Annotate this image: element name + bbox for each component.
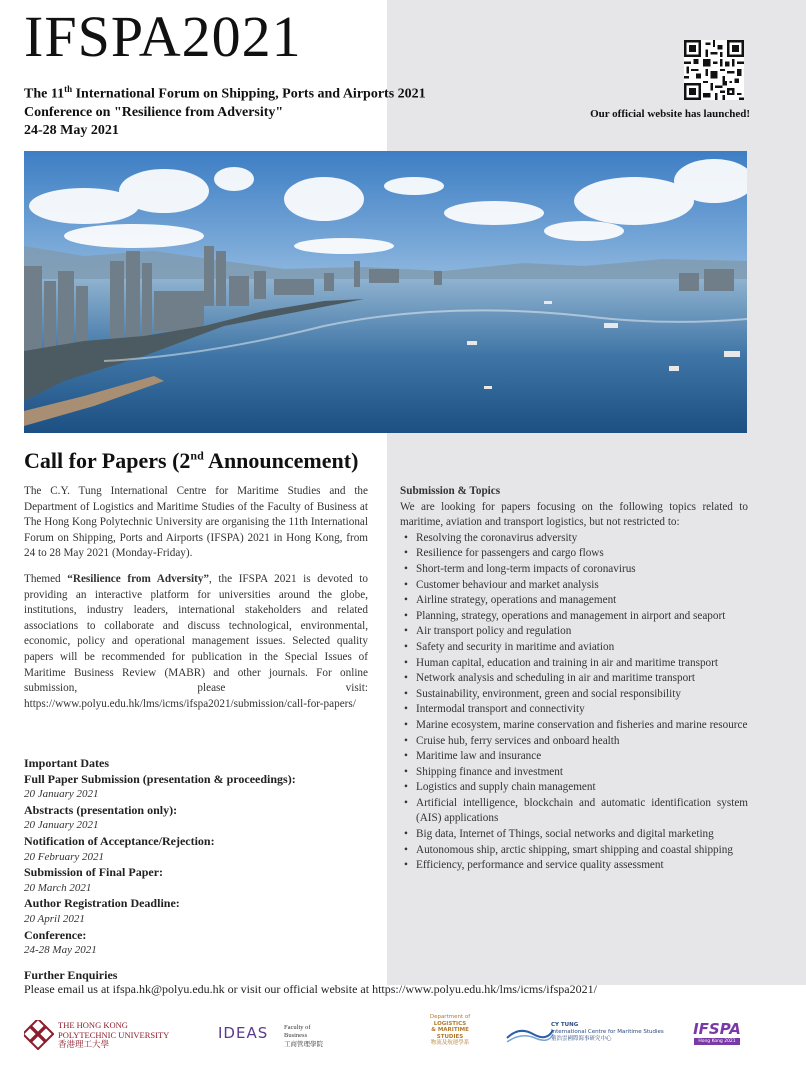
website-launch-note: Our official website has launched! (590, 108, 750, 120)
theme-paragraph: Themed “Resilience from Adversity”, the IFSPA 2021 is devoted to providing an interactive platform for universities around the globe, institutions, industry leaders, international stakeholders and related associations to collaborate and discuss technological, environmental, economic, policy and operational management issues. Selected quality papers will be recommended for publication in the Special Issues of Maritime Business Review (MABR) and other journals. For online submission, please visit: https://www.polyu.edu.hk/lms/icms/ifspa2021/submission/call-for-papers/ (24, 572, 369, 710)
topic-item: • Network analysis and scheduling in air and maritime transport (400, 671, 748, 687)
faculty-label: Faculty of (284, 1024, 311, 1031)
date-label: Submission of Final Paper: (24, 865, 164, 880)
topic-item: • Efficiency, performance and service quality assessment (400, 858, 748, 874)
lms-line4: STUDIES (436, 1033, 464, 1040)
topics-intro: We are looking for papers focusing on the following topics related to maritime, aviation and transport logistics, but not restricted to: (400, 500, 748, 529)
topic-item: • Resolving the coronavirus adversity (400, 531, 748, 547)
sponsor-logos (0, 1010, 806, 1060)
polyu-logo (24, 1018, 184, 1052)
topic-item: • Intermodal transport and connectivity (400, 702, 748, 718)
date-value: 20 March 2021 (24, 881, 92, 894)
lms-line3: & MARITIME (431, 1027, 469, 1033)
call-for-papers-heading: Call for Papers (2nd Announcement) (24, 448, 359, 473)
further-enquiries (24, 968, 784, 996)
date-value: 20 January 2021 (24, 819, 99, 832)
important-dates (24, 756, 374, 959)
date-value: 20 January 2021 (24, 788, 99, 801)
date-label: Conference: (24, 927, 87, 942)
date-label: Full Paper Submission (presentation & proceedings): (24, 771, 296, 786)
topic-item: • Sustainability, environment, green and social responsibility (400, 687, 748, 703)
topics-heading: Submission & Topics (400, 485, 501, 497)
enquiries-text[interactable]: Please email us at ifspa.hk@polyu.edu.hk or visit our official website at https://www.polyu.edu.hk/lms/icms/ifspa2021/ (24, 982, 597, 996)
lms-line2: LOGISTICS (433, 1020, 467, 1027)
intro-paragraph: The C.Y. Tung International Centre for Maritime Studies and the Department of Logistics and Maritime Studies of the Faculty of Business at The Hong Kong Polytechnic University are organising the 11th International Forum on Shipping, Ports and Airports (IFSPA) 2021 in Hong Kong, from 24 to 28 May 2021 (Monday-Friday). (24, 485, 368, 560)
ideas-wordmark: IDEAS (218, 1024, 269, 1042)
topic-item: • Customer behaviour and market analysis (400, 578, 748, 594)
date-label: Abstracts (presentation only): (24, 802, 178, 817)
enquiries-heading: Further Enquiries (24, 968, 118, 982)
topics-list (400, 531, 748, 874)
poster-title: IFSPA2021 (24, 4, 302, 69)
topic-item: • Resilience for passengers and cargo flows (400, 546, 748, 562)
date-label: Author Registration Deadline: (24, 896, 180, 911)
topic-item: • Human capital, education and training in air and maritime transport (400, 656, 748, 672)
cy-tung-centre-logo (505, 1020, 675, 1050)
topic-item: • Air transport policy and regulation (400, 624, 748, 640)
cy-tung-centre-name: International Centre for Maritime Studies (551, 1029, 664, 1035)
topic-item: • Short-term and long-term impacts of coronavirus (400, 562, 748, 578)
cy-tung-name: CY TUNG (551, 1022, 579, 1028)
date-value: 24-28 May 2021 (24, 944, 97, 957)
forum-name-line: The 11th International Forum on Shipping, Ports and Airports 2021 (24, 84, 426, 102)
ifspa-subtitle: Hong Kong 2021 (694, 1038, 740, 1045)
polyu-name-line2: POLYTECHNIC UNIVERSITY (58, 1030, 170, 1040)
business-label: Business (284, 1032, 308, 1039)
conference-theme-line: Conference on "Resilience from Adversity" (24, 104, 284, 120)
ifspa-logo (690, 1020, 744, 1054)
date-value: 20 February 2021 (24, 850, 105, 863)
ideas-faculty-logo (218, 1022, 322, 1048)
topic-item: • Marine ecosystem, marine conservation and fisheries and marine resource (400, 718, 748, 734)
topic-item: • Safety and security in maritime and aviation (400, 640, 748, 656)
qr-code-icon[interactable] (684, 40, 744, 100)
lms-line1: Department of (429, 1014, 471, 1020)
topic-item: • Cruise hub, ferry services and onboard health (400, 734, 748, 750)
lms-chinese: 物流及航運學系 (430, 1040, 470, 1046)
topic-item: • Maritime law and insurance (400, 749, 748, 765)
submission-topics (400, 484, 748, 874)
cy-tung-wave-icon (505, 1024, 555, 1044)
topic-item: • Autonomous ship, arctic shipping, smart shipping and coastal shipping (400, 843, 748, 859)
topic-item: • Planning, strategy, operations and management in airport and seaport (400, 609, 748, 625)
harbour-photo (24, 151, 747, 433)
faculty-chinese: 工商管理學院 (284, 1040, 323, 1048)
date-label: Notification of Acceptance/Rejection: (24, 833, 215, 848)
topic-item: • Airline strategy, operations and management (400, 593, 748, 609)
ifspa-wordmark: IFSPA (693, 1020, 741, 1038)
date-value: 20 April 2021 (24, 912, 85, 925)
topic-item: • Shipping finance and investment (400, 765, 748, 781)
topic-item: • Artificial intelligence, blockchain and automatic identification system (AIS) applications (400, 796, 748, 827)
topic-item: • Logistics and supply chain management (400, 780, 748, 796)
cy-tung-chinese: 董浩雲國際海事研究中心 (551, 1036, 612, 1042)
topic-item: • Big data, Internet of Things, social networks and digital marketing (400, 827, 748, 843)
conference-dates-line: 24-28 May 2021 (24, 122, 119, 138)
important-dates-heading: Important Dates (24, 756, 109, 770)
call-for-papers-body (24, 484, 368, 722)
polyu-name-chinese: 香港理工大學 (58, 1040, 110, 1050)
polyu-name-line1: THE HONG KONG (58, 1020, 128, 1030)
conference-subtitle (24, 80, 524, 140)
polyu-emblem-icon (24, 1020, 54, 1050)
lms-department-logo (420, 1014, 480, 1056)
theme-name: “Resilience from Adversity” (67, 572, 209, 585)
